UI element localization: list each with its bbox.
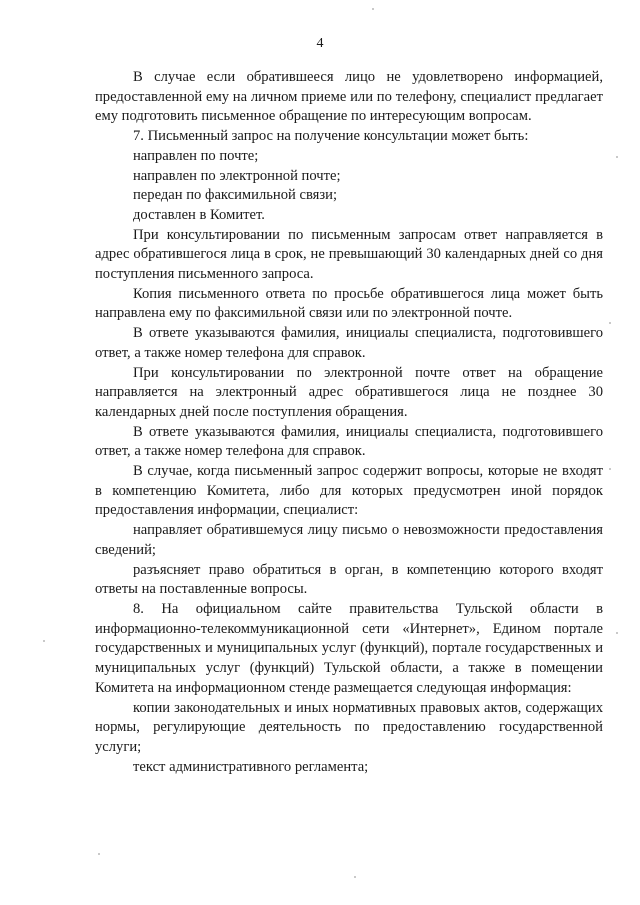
list-item: доставлен в Комитет. (133, 206, 265, 223)
paragraph: разъясняет право обратиться в орган, в компетенцию которого входят ответы на поставленные вопросы. (95, 561, 603, 598)
paragraph: В ответе указываются фамилия, инициалы специалиста, подготовившего ответ, а также номер телефона для справок. (95, 423, 603, 460)
section-heading: 8. На официальном сайте правительства Тульской области в информационно-телекоммуникационной сети «Интернет», Едином портале государственных и муниципальных услуг (функций), портале государственных и муниципальных услуг (функций) Тульской области, а также в помещении Комитета на информационном стенде размещается следующая информация: (95, 600, 603, 696)
paragraph: В случае, когда письменный запрос содержит вопросы, которые не входят в компетенцию Комитета, либо для которых предусмотрен иной порядок предоставления информации, специалист: (95, 463, 603, 519)
list-item: направлен по почте; (133, 147, 259, 164)
paragraph: В ответе указываются фамилия, инициалы специалиста, подготовившего ответ, а также номер телефона для справок. (95, 325, 603, 361)
paragraph: Копия письменного ответа по просьбе обратившегося лица может быть направлена ему по факсимильной связи или по электронной почте. (95, 285, 603, 322)
document-body (95, 68, 603, 777)
scan-speck (616, 632, 618, 634)
scan-speck (609, 468, 611, 470)
scan-speck (354, 876, 356, 878)
scan-speck (609, 322, 611, 324)
paragraph: При консультировании по электронной почте ответ на обращение направляется на электронный адрес обратившегося лица не позднее 30 календарных дней после поступления обращения. (95, 364, 603, 420)
section-heading: 7. Письменный запрос на получение консультации может быть: (133, 128, 529, 145)
scan-speck (616, 156, 618, 158)
list-item: направлен по электронной почте; (133, 167, 341, 184)
list-item: передан по факсимильной связи; (133, 187, 337, 204)
paragraph: копии законодательных и иных нормативных правовых актов, содержащих нормы, регулирующие деятельность по предоставлению государственной услуги; (95, 699, 603, 755)
paragraph: В случае если обратившееся лицо не удовлетворено информацией, предоставленной ему на личном приеме или по телефону, специалист предлагает ему подготовить письменное обращение по интересующим вопросам. (95, 69, 603, 125)
scan-speck (43, 640, 45, 642)
page-number: 4 (316, 36, 324, 51)
paragraph: При консультировании по письменным запросам ответ направляется в адрес обратившегося лица в срок, не превышающий 30 календарных дней со дня поступления письменного запроса. (95, 226, 603, 283)
paragraph: направляет обратившемуся лицу письмо о невозможности предоставления сведений; (95, 522, 603, 558)
scan-speck (372, 8, 374, 10)
list-item: текст административного регламента; (133, 758, 369, 775)
scan-speck (98, 853, 100, 855)
